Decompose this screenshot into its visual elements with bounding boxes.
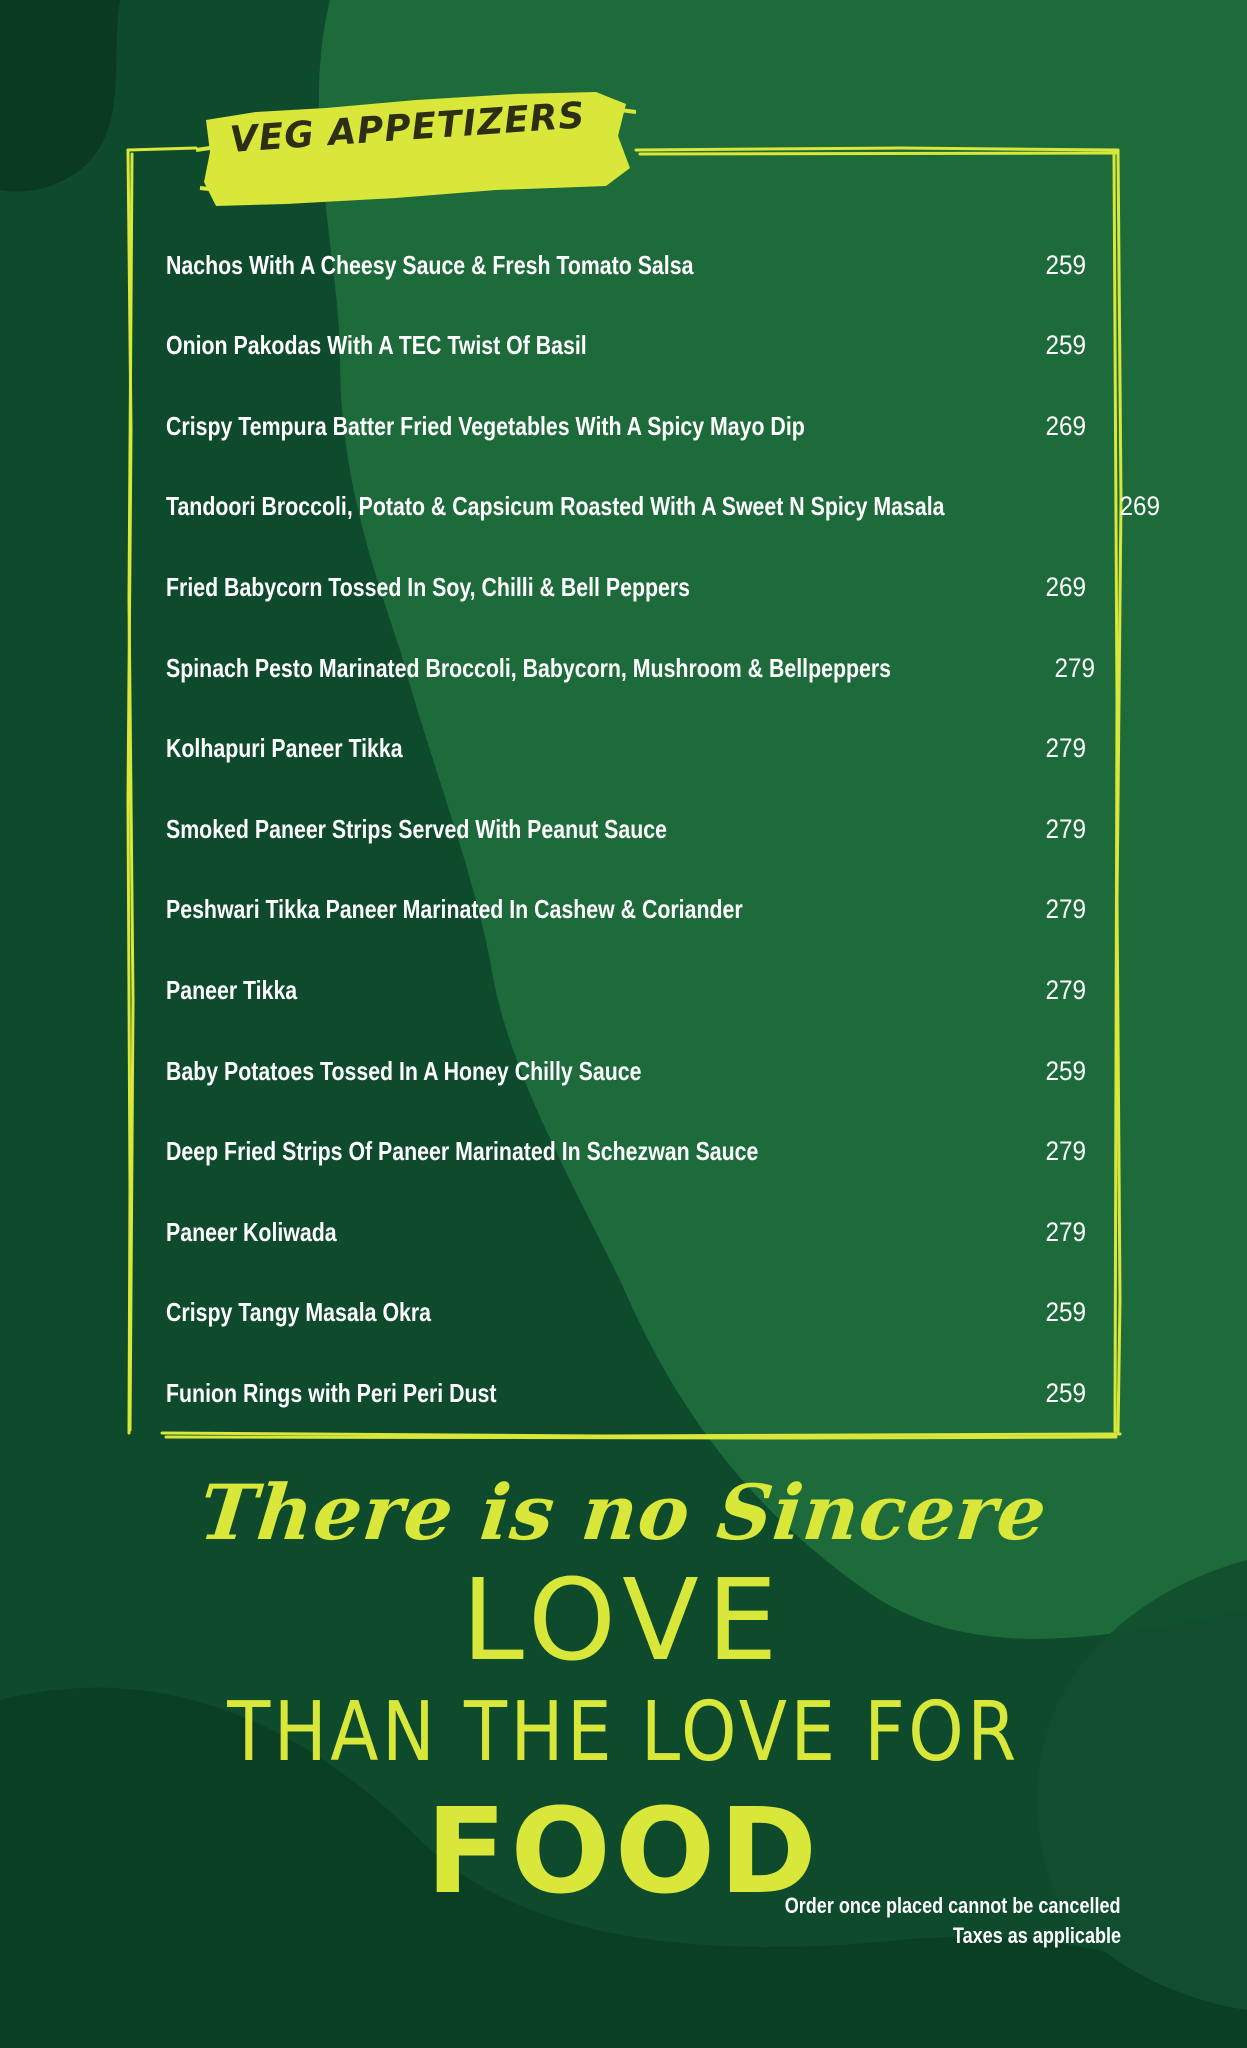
menu-item-name: Crispy Tempura Batter Fried Vegetables With A Spicy Mayo Dip xyxy=(166,410,805,441)
menu-item xyxy=(166,1288,1086,1338)
menu-item xyxy=(166,482,1161,532)
menu-item-name: Crispy Tangy Masala Okra xyxy=(166,1297,432,1328)
menu-item-name: Smoked Paneer Strips Served With Peanut Sauce xyxy=(166,813,668,844)
menu-item-name: Paneer Tikka xyxy=(166,974,298,1005)
menu-item-price: 269 xyxy=(1119,491,1161,522)
menu-item-price: 269 xyxy=(1045,410,1086,441)
menu-item-name: Tandoori Broccoli, Potato & Capsicum Roasted With A Sweet N Spicy Masala xyxy=(166,491,945,522)
menu-item xyxy=(166,240,1086,290)
quote-line-3: THAN THE LOVE FOR xyxy=(227,1685,1020,1780)
menu-item xyxy=(166,1207,1086,1257)
menu-item-name: Peshwari Tikka Paneer Marinated In Cashew & Coriander xyxy=(166,894,743,925)
quote-line-2: LOVE xyxy=(461,1556,786,1686)
footer-note-cancel xyxy=(621,1893,1121,1919)
menu-item-price: 259 xyxy=(1045,1055,1086,1086)
menu-item-name: Kolhapuri Paneer Tikka xyxy=(166,733,403,764)
menu-item-name: Fried Babycorn Tossed In Soy, Chilli & Bell Peppers xyxy=(166,571,691,602)
menu-item xyxy=(166,885,1086,935)
quote-line-1: There is no Sincere xyxy=(195,1468,1052,1557)
menu-item-name: Onion Pakodas With A TEC Twist Of Basil xyxy=(166,330,587,361)
menu-item-price: 259 xyxy=(1045,1297,1086,1328)
footer-note-cancel-text: Order once placed cannot be cancelled xyxy=(785,1893,1121,1918)
menu-item xyxy=(166,1046,1086,1096)
quote-line-4: FOOD xyxy=(425,1782,822,1920)
menu-item-price: 279 xyxy=(1045,733,1086,764)
menu-item-price: 259 xyxy=(1045,330,1086,361)
menu-item xyxy=(166,401,1086,451)
menu-item xyxy=(166,965,1086,1015)
menu-item-price: 279 xyxy=(1045,894,1086,925)
menu-item-name: Nachos With A Cheesy Sauce & Fresh Tomato Salsa xyxy=(166,249,694,280)
menu-item xyxy=(166,1368,1086,1418)
menu-item xyxy=(166,1127,1086,1177)
menu-item-name: Deep Fried Strips Of Paneer Marinated In Schezwan Sauce xyxy=(166,1136,759,1167)
menu-item-price: 259 xyxy=(1045,249,1086,280)
menu-item-name: Baby Potatoes Tossed In A Honey Chilly Sauce xyxy=(166,1055,642,1086)
section-title: VEG APPETIZERS xyxy=(228,95,587,161)
menu-item-price: 279 xyxy=(1045,974,1086,1005)
footer-note-taxes xyxy=(621,1923,1121,1949)
menu-item-price: 259 xyxy=(1045,1377,1086,1408)
menu-item-name: Spinach Pesto Marinated Broccoli, Babycorn, Mushroom & Bellpeppers xyxy=(166,652,892,683)
menu-item-name: Paneer Koliwada xyxy=(166,1216,337,1247)
menu-item-price: 279 xyxy=(1045,1216,1086,1247)
footer-note-taxes-text: Taxes as applicable xyxy=(952,1923,1121,1948)
menu-item-name: Funion Rings with Peri Peri Dust xyxy=(166,1377,497,1408)
menu-item-price: 269 xyxy=(1045,571,1086,602)
menu-item xyxy=(166,321,1086,371)
menu-item-price: 279 xyxy=(1045,813,1086,844)
menu-item-price: 279 xyxy=(1045,1136,1086,1167)
menu-item xyxy=(166,724,1086,774)
menu-item xyxy=(166,804,1086,854)
menu-item xyxy=(166,643,1096,693)
menu-item-price: 279 xyxy=(1054,652,1096,683)
menu-item xyxy=(166,562,1086,612)
